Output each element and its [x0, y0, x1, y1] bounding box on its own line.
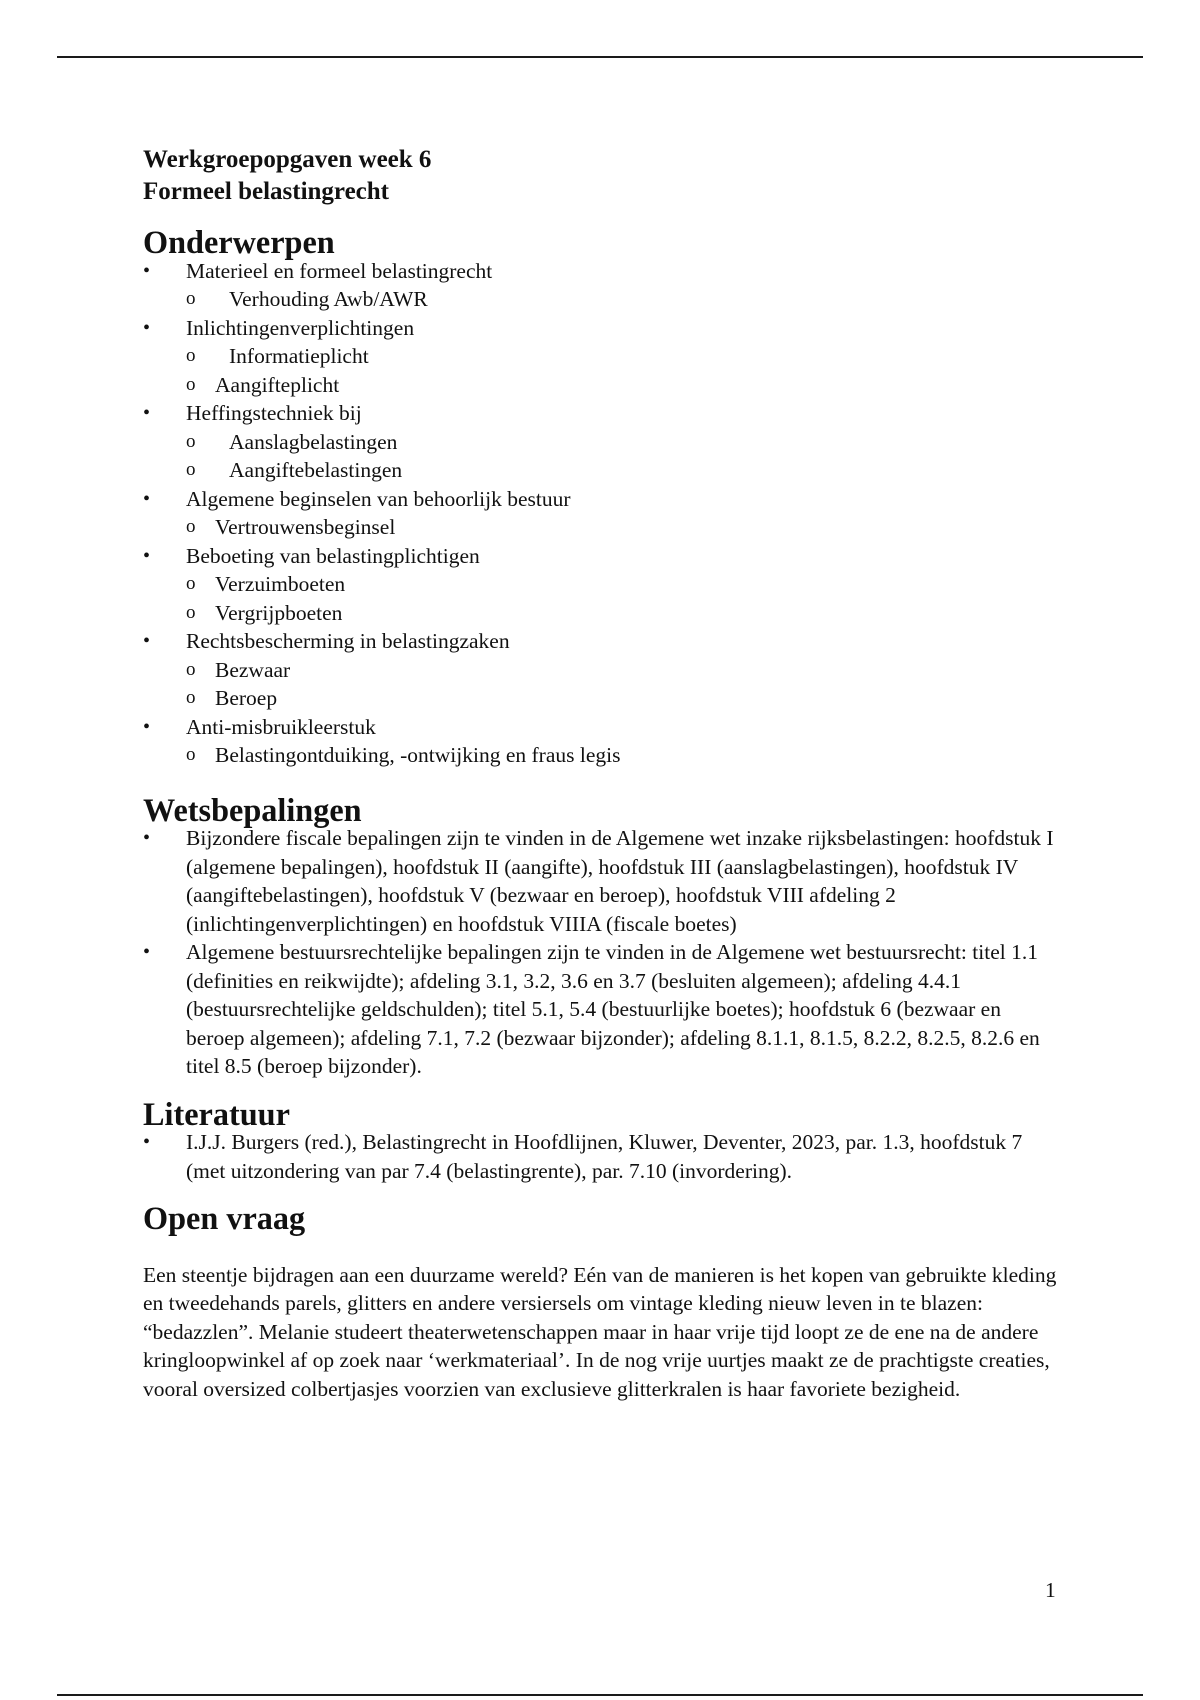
subtopic-list — [186, 570, 1063, 627]
circle-bullet-icon: o — [186, 345, 196, 366]
subtopic-item — [186, 570, 1063, 599]
literature-section — [143, 1095, 1063, 1186]
subtopic-list — [186, 656, 1063, 713]
laws-section — [143, 791, 1063, 1081]
topic-item — [143, 399, 1063, 485]
open-question-heading: Open vraag — [143, 1200, 306, 1236]
topic-item — [143, 257, 1063, 314]
subtopic-label: Beroep — [215, 686, 278, 710]
bullet-icon: • — [143, 715, 151, 738]
laws-heading: Wetsbepalingen — [143, 791, 362, 828]
topic-label: Heffingstechniek bij — [186, 401, 362, 425]
circle-bullet-icon: o — [186, 573, 196, 594]
subtopic-item — [186, 371, 1063, 400]
topics-heading: Onderwerpen — [143, 224, 335, 260]
topic-label: Beboeting van belastingplichtigen — [186, 543, 480, 568]
open-question-section — [143, 1200, 1063, 1403]
subtopic-item — [186, 456, 1063, 485]
law-item — [143, 824, 1063, 938]
circle-bullet-icon: o — [186, 744, 196, 765]
circle-bullet-icon: o — [186, 658, 196, 680]
topic-label: Rechtsbescherming in belastingzaken — [186, 629, 510, 653]
subtopic-label: Aangiftebelastingen — [229, 458, 403, 482]
title-line-1: Werkgroepopgaven week 6 — [143, 146, 432, 173]
bullet-icon: • — [143, 941, 151, 963]
subtopic-label: Verzuimboeten — [215, 572, 346, 596]
title-line-2: Formeel belastingrecht — [143, 178, 389, 205]
circle-bullet-icon: o — [186, 516, 196, 537]
laws-list — [143, 824, 1063, 1081]
literature-list — [143, 1128, 1063, 1185]
subtopic-list — [186, 428, 1063, 485]
subtopic-label: Vergrijpboeten — [215, 600, 343, 625]
circle-bullet-icon: o — [186, 373, 196, 395]
subtopic-label: Verhouding Awb/AWR — [229, 287, 428, 311]
bullet-icon: • — [143, 316, 151, 339]
literature-text: I.J.J. Burgers (red.), Belastingrecht in Hoofdlijnen, Kluwer, Deventer, 2023, par. 1.3, hoofdstuk 7 (met uitzondering van par 7.4 (belastingrente), par. 7.10 (invordering). — [186, 1130, 1023, 1183]
subtopic-item — [186, 342, 1063, 371]
header-rule — [57, 56, 1143, 58]
circle-bullet-icon: o — [186, 601, 196, 623]
bullet-icon: • — [143, 630, 151, 652]
document-body — [143, 144, 1063, 1403]
subtopic-item — [186, 741, 1063, 770]
topic-item — [143, 314, 1063, 400]
subtopic-item — [186, 684, 1063, 713]
subtopic-label: Aangifteplicht — [215, 372, 340, 397]
bullet-icon: • — [143, 544, 151, 567]
law-text: Algemene bestuursrechtelijke bepalingen zijn te vinden in de Algemene wet bestuursrecht: titel 1.1 (definities en reikwijdte); afdeling 3.1, 3.2, 3.6 en 3.7 (besluiten algemeen); afdeling 4.4.1 (bestuursrechtelijke geldschulden); titel 5.1, 5.4 (bestuurlijke boetes); hoofdstuk 6 (bezwaar en beroep algemeen); afdeling 7.1, 7.2 (bezwaar bijzonder); afdeling 8.1.1, 8.1.5, 8.2.2, 8.2.5, 8.2.6 en titel 8.5 (beroep bijzonder). — [186, 940, 1040, 1078]
subtopic-item — [186, 428, 1063, 457]
subtopic-list — [186, 513, 1063, 542]
circle-bullet-icon: o — [186, 288, 196, 309]
subtopic-label: Aanslagbelastingen — [229, 429, 398, 454]
subtopic-item — [186, 285, 1063, 314]
literature-item — [143, 1128, 1063, 1185]
subtopic-list — [186, 285, 1063, 314]
topic-label: Inlichtingenverplichtingen — [186, 315, 415, 340]
bullet-icon: • — [143, 259, 151, 282]
topic-label: Anti-misbruikleerstuk — [186, 714, 376, 739]
topic-item — [143, 713, 1063, 770]
bullet-icon: • — [143, 487, 151, 510]
bullet-icon: • — [143, 827, 151, 849]
topics-list — [143, 257, 1063, 770]
topic-item — [143, 485, 1063, 542]
topic-item — [143, 542, 1063, 628]
law-item — [143, 938, 1063, 1081]
subtopic-item — [186, 656, 1063, 685]
circle-bullet-icon: o — [186, 687, 196, 708]
circle-bullet-icon: o — [186, 459, 196, 480]
subtopic-label: Bezwaar — [215, 657, 291, 682]
circle-bullet-icon: o — [186, 430, 196, 452]
subtopic-label: Vertrouwensbeginsel — [215, 515, 396, 539]
footer-rule — [57, 1694, 1143, 1696]
subtopic-list — [186, 342, 1063, 399]
topic-label: Algemene beginselen van behoorlijk bestuur — [186, 486, 571, 511]
topic-item — [143, 627, 1063, 713]
topics-section — [143, 224, 1063, 770]
subtopic-item — [186, 513, 1063, 542]
subtopic-item — [186, 599, 1063, 628]
bullet-icon: • — [143, 1131, 151, 1153]
subtopic-label: Belastingontduiking, -ontwijking en fraus legis — [215, 743, 621, 767]
topic-label: Materieel en formeel belastingrecht — [186, 258, 493, 283]
document-title — [143, 144, 1063, 208]
subtopic-label: Informatieplicht — [229, 344, 369, 368]
page-number: 1 — [1045, 1578, 1056, 1602]
literature-heading: Literatuur — [143, 1095, 290, 1132]
subtopic-list — [186, 741, 1063, 770]
open-question-paragraph: Een steentje bijdragen aan een duurzame wereld? Eén van de manieren is het kopen van gebruikte kleding en tweedehands parels, glitters en andere versiersels om vintage kleding nieuw leven in te blazen: “bedazzlen”. Melanie studeert theaterwetenschappen maar in haar vrije tijd loopt ze de ene na de andere kringloopwinkel af op zoek naar ‘werkmateriaal’. In de nog vrije uurtjes maakt ze de prachtigste creaties, vooral oversized colbertjasjes voorzien van exclusieve glitterkralen is haar favoriete bezigheid. — [143, 1262, 1057, 1401]
bullet-icon: • — [143, 402, 151, 424]
law-text: Bijzondere fiscale bepalingen zijn te vinden in de Algemene wet inzake rijksbelastingen: hoofdstuk I (algemene bepalingen), hoofdstuk II (aangifte), hoofdstuk III (aanslagbelastingen), hoofdstuk IV (aangiftebelastingen), hoofdstuk V (bezwaar en beroep), hoofdstuk VIII afdeling 2 (inlichtingenverplichtingen) en hoofdstuk VIIIA (fiscale boetes) — [186, 826, 1054, 936]
